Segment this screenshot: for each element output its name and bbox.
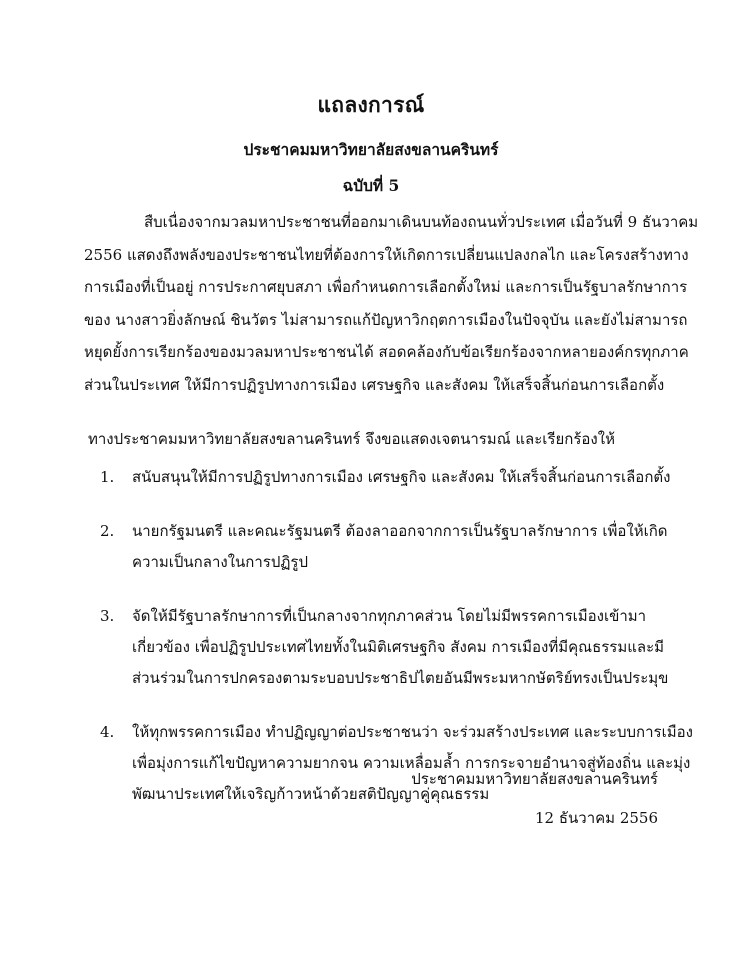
issue-number: ฉบับที่ 5: [342, 176, 400, 195]
paragraph-line: ส่วนในประเทศ ให้มีการปฏิรูปทางการเมือง เศรษฐกิจ และสังคม ให้เสร็จสิ้นก่อนการเลือกตั้ง: [84, 375, 665, 394]
demand-line: พัฒนาประเทศให้เจริญก้าวหน้าด้วยสติปัญญาคู่คุณธรรม: [132, 785, 490, 803]
paragraph-line: สืบเนื่องจากมวลมหาประชาชนที่ออกมาเดินบนท้องถนนทั่วประเทศ เมื่อวันที่ 9 ธันวาคม: [144, 213, 699, 231]
demand-line: ให้ทุกพรรคการเมือง ทำปฏิญญาต่อประชาชนว่า จะร่วมสร้างประเทศ และระบบการเมือง: [132, 723, 693, 741]
demand-number: 1.: [100, 468, 115, 486]
demand-line: ส่วนร่วมในการปกครองตามระบอบประชาธิปไตยอันมีพระมหากษัตริย์ทรงเป็นประมุข: [132, 669, 669, 687]
document-date: 12 ธันวาคม 2556: [535, 809, 658, 827]
demand-line: นายกรัฐมนตรี และคณะรัฐมนตรี ต้องลาออกจากการเป็นรัฐบาลรักษาการ เพื่อให้เกิด: [132, 522, 668, 540]
demand-number: 3.: [100, 607, 115, 625]
demand-item: [100, 717, 693, 810]
paragraph-line: 2556 แสดงถึงพลังของประชาชนไทยที่ต้องการให้เกิดการเปลี่ยนแปลงกลไก และโครงสร้างทาง: [84, 245, 689, 264]
document-title: แถลงการณ์: [317, 92, 425, 117]
paragraph-line: หยุดยั้งการเรียกร้องของมวลมหาประชาชนได้ สอดคล้องกับข้อเรียกร้องจากหลายองค์กรทุกภาค: [84, 343, 689, 361]
demand-item: [100, 462, 680, 493]
demand-line: ความเป็นกลางในการปฏิรูป: [132, 553, 309, 571]
intro-paragraph: [84, 206, 699, 401]
demand-number: 2.: [100, 522, 115, 540]
demand-item: [100, 601, 680, 694]
demand-intro: ทางประชาคมมหาวิทยาลัยสงขลานครินทร์ จึงขอแสดงเจตนารมณ์ และเรียกร้องให้: [88, 430, 615, 448]
demand-item: [100, 516, 680, 578]
demand-number: 4.: [100, 723, 115, 741]
demand-line: จัดให้มีรัฐบาลรักษาการที่เป็นกลางจากทุกภาคส่วน โดยไม่มีพรรคการเมืองเข้ามา: [132, 607, 647, 625]
demand-line: เกี่ยวข้อง เพื่อปฏิรูปประเทศไทยทั้งในมิติเศรษฐกิจ สังคม การเมืองที่มีคุณธรรมและมี: [132, 638, 665, 656]
signature: ประชาคมมหาวิทยาลัยสงขลานครินทร์: [411, 770, 658, 788]
paragraph-line: ของ นางสาวยิ่งลักษณ์ ชินวัตร ไม่สามารถแก้ปัญหาวิกฤตการเมืองในปัจจุบัน และยังไม่สามารถ: [84, 310, 688, 329]
demand-line: สนับสนุนให้มีการปฏิรูปทางการเมือง เศรษฐกิจ และสังคม ให้เสร็จสิ้นก่อนการเลือกตั้ง: [132, 468, 671, 486]
organization-heading: ประชาคมมหาวิทยาลัยสงขลานครินทร์: [243, 140, 499, 159]
demand-line: เพื่อมุ่งการแก้ไขปัญหาความยากจน ความเหลื่อมล้ำ การกระจายอำนาจสู่ท้องถิ่น และมุ่ง: [132, 754, 691, 772]
paragraph-line: การเมืองที่เป็นอยู่ การประกาศยุบสภา เพื่อกำหนดการเลือกตั้งใหม่ และการเป็นรัฐบาลรักษาการ: [84, 278, 688, 296]
